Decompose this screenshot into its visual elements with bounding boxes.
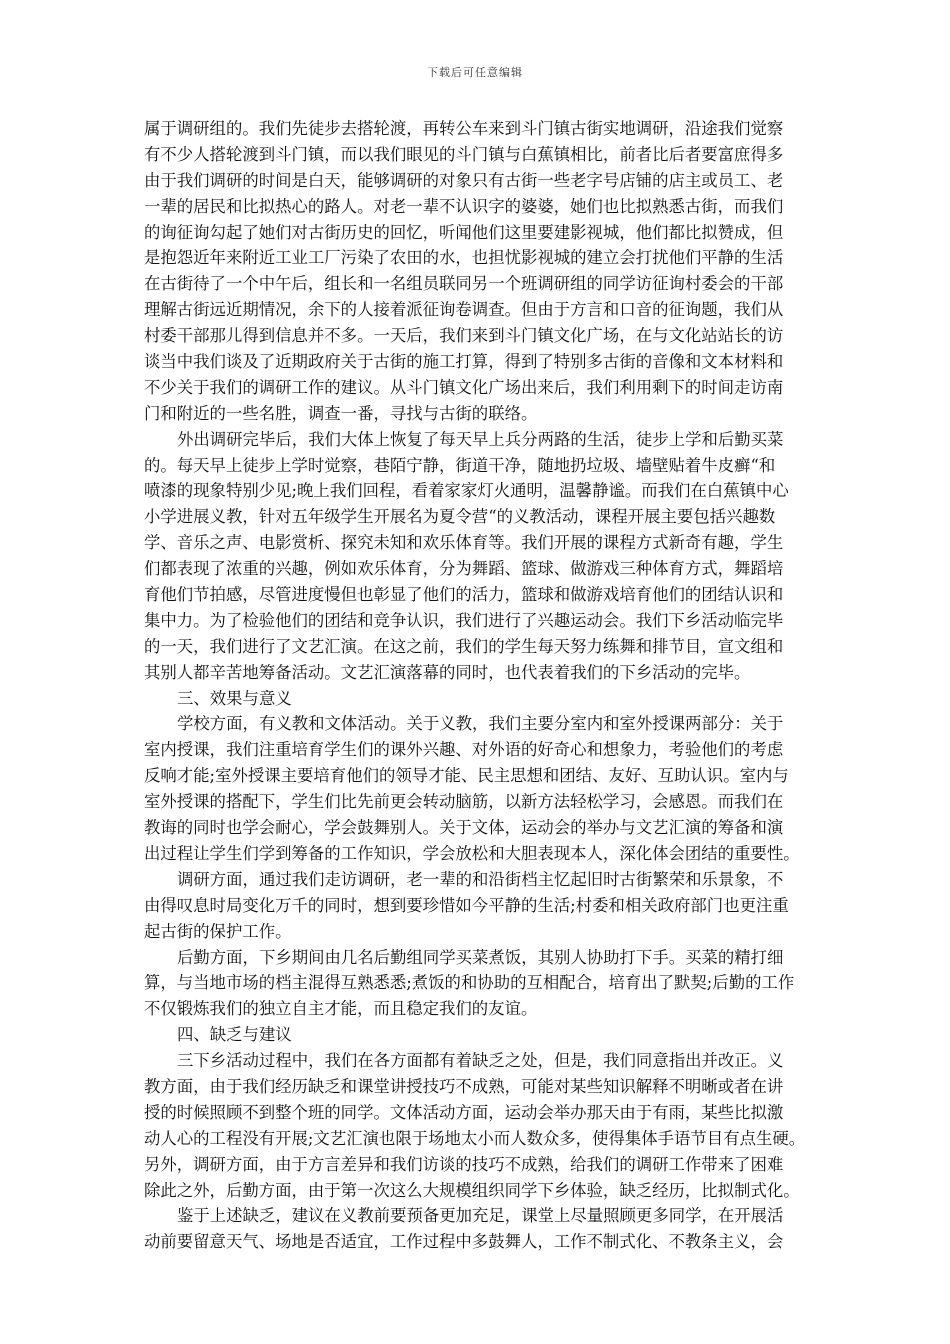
text-line: 鉴于上述缺乏，建议在义教前要预备更加充足，课堂上尽量照顾更多同学，在开展活	[177, 1206, 784, 1226]
text-line: 室外授课的搭配下，学生们比先前更会转动脑筋，以新方法轻松学习，会感恩。而我们在	[144, 792, 784, 812]
text-line: 不少关于我们的调研工作的建议。从斗门镇文化广场出来后，我们利用剩下的时间走访南	[144, 377, 784, 397]
text-line: 喷漆的现象特别少见;晚上我们回程，看着家家灯火通明，温馨静谧。而我们在白蕉镇中心	[144, 481, 789, 501]
text-line: 动前要留意天气、场地是否适宜，工作过程中多鼓舞人，工作不制式化、不教条主义，会	[144, 1232, 784, 1252]
text-line: 有不少人搭轮渡到斗门镇，而以我们眼见的斗门镇与白蕉镇相比，前者比后者要富庶得多	[144, 144, 784, 164]
text-line: 另外，调研方面，由于方言差异和我们访谈的技巧不成熟，给我们的调研工作带来了困难	[144, 1154, 784, 1174]
text-line: 的一天，我们进行了文艺汇演。在这之前，我们的学生每天努力练舞和排节目，宣文组和	[144, 636, 784, 656]
text-line: 室内授课，我们注重培育学生们的课外兴趣、对外语的好奇心和想象力，考验他们的考虑	[144, 740, 784, 760]
text-line: 不仅锻炼我们的独立自主才能，而且稳定我们的友谊。	[144, 999, 538, 1019]
text-line: 学校方面，有义教和文体活动。关于义教，我们主要分室内和室外授课两部分：关于	[177, 714, 784, 734]
text-line: 们都表现了浓重的兴趣，例如欢乐体育，分为舞蹈、篮球、做游戏三种体育方式，舞蹈培	[144, 559, 784, 579]
text-line: 由得叹息时局变化万千的同时，想到要珍惜如今平静的生活;村委和相关政府部门也更注重	[144, 895, 789, 915]
page-header: 下载后可任意编辑	[427, 66, 523, 79]
text-line: 一辈的居民和比拟热心的路人。对老一辈不认识字的婆婆，她们也比拟熟悉古街，而我们	[144, 196, 784, 216]
text-line: 理解古街远近期情况，余下的人接着派征询卷调查。但由于方言和口音的征询题，我们从	[144, 300, 784, 320]
text-line: 由于我们调研的时间是白天，能够调研的对象只有古街一些老字号店铺的店主或员工、老	[144, 170, 784, 190]
text-line: 三、效果与意义	[177, 688, 292, 708]
text-line: 的询征询勾起了她们对古街历史的回忆，听闻他们这里要建影视城，他们都比拟赞成，但	[144, 222, 784, 242]
text-line: 集中力。为了检验他们的团结和竞争认识，我们进行了兴趣运动会。我们下乡活动临完毕	[144, 610, 784, 630]
text-line: 的。每天早上徒步上学时觉察，巷陌宁静，街道干净，随地扔垃圾、墙壁贴着牛皮癣“和	[144, 455, 776, 475]
text-line: 教方面，由于我们经历缺乏和课堂讲授技巧不成熟，可能对某些知识解释不明晰或者在讲	[144, 1076, 784, 1096]
text-line: 外出调研完毕后，我们大体上恢复了每天早上兵分两路的生活，徒步上学和后勤买菜	[177, 429, 784, 449]
text-line: 授的时候照顾不到整个班的同学。文体活动方面，运动会举办那天由于有雨，某些比拟激	[144, 1102, 784, 1122]
text-line: 村委干部那儿得到信息并不多。一天后，我们来到斗门镇文化广场，在与文化站站长的访	[144, 326, 784, 346]
text-line: 教诲的同时也学会耐心，学会鼓舞别人。关于文体，运动会的举办与文艺汇演的筹备和演	[144, 818, 784, 838]
text-line: 反响才能;室外授课主要培育他们的领导才能、民主思想和团结、友好、互助认识。室内与	[144, 766, 789, 786]
text-line: 三下乡活动过程中，我们在各方面都有着缺乏之处，但是，我们同意指出并改正。义	[177, 1051, 784, 1071]
text-line: 动人心的工程没有开展;文艺汇演也限于场地太小而人数众多，使得集体手语节目有点生硬。	[144, 1128, 806, 1148]
text-line: 小学进展义教，针对五年级学生开展名为夏令营“的义教活动，课程开展主要包括兴趣数	[144, 507, 776, 527]
text-line: 出过程让学生们学到筹备的工作知识，学会放松和大胆表现本人，深化体会团结的重要性。	[144, 843, 800, 863]
text-line: 其别人都辛苦地筹备活动。文艺汇演落幕的同时，也代表着我们的下乡活动的完毕。	[144, 662, 751, 682]
text-line: 谈当中我们谈及了近期政府关于古街的施工打算，得到了特别多古街的音像和文本材料和	[144, 352, 784, 372]
text-line: 属于调研组的。我们先徒步去搭轮渡，再转公车来到斗门镇古街实地调研，沿途我们觉察	[144, 119, 784, 138]
text-line: 调研方面，通过我们走访调研，老一辈的和沿街档主忆起旧时古街繁荣和乐景象，不	[177, 869, 784, 889]
document-body	[144, 116, 810, 1255]
text-line: 在古街待了一个中午后，组长和一名组员联同另一个班调研组的同学访征询村委会的干部	[144, 274, 784, 294]
text-line: 学、音乐之声、电影赏析、探究未知和欢乐体育等。我们开展的课程方式新奇有趣，学生	[144, 533, 784, 553]
text-line: 除此之外，后勤方面，由于第一次这么大规模组织同学下乡体验，缺乏经历，比拟制式化。	[144, 1180, 800, 1200]
text-line: 育他们节拍感，尽管进度慢但也彰显了他们的活力，篮球和做游戏培育他们的团结认识和	[144, 585, 784, 605]
text-line: 四、缺乏与建议	[177, 1025, 292, 1045]
text-line: 是抱怨近年来附近工业工厂污染了农田的水，也担忧影视城的建立会打扰他们平静的生活	[144, 248, 784, 268]
text-line: 起古街的保护工作。	[144, 921, 292, 941]
text-line: 门和附近的一些名胜，调查一番，寻找与古街的联络。	[144, 403, 538, 423]
text-line: 后勤方面，下乡期间由几名后勤组同学买菜煮饭，其别人协助打下手。买菜的精打细	[177, 947, 784, 967]
text-line: 算，与当地市场的档主混得互熟悉悉;煮饭的和协助的互相配合，培育出了默契;后勤的工作	[144, 973, 795, 993]
